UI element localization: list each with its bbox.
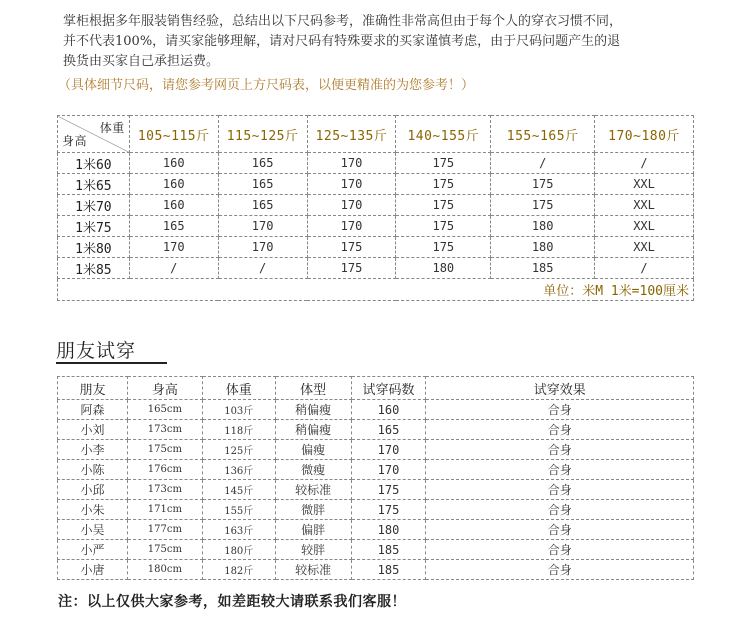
friend-weight: 118斤: [202, 420, 275, 440]
friend-height: 177cm: [127, 520, 202, 540]
friend-body-type: 偏瘦: [275, 440, 351, 460]
size-cell: /: [595, 153, 694, 174]
weight-column-header: 115~125斤: [218, 116, 307, 153]
weight-column-header: 155~165斤: [491, 116, 595, 153]
friend-height: 165cm: [127, 400, 202, 420]
height-axis-label: 身高: [62, 134, 88, 148]
friend-weight: 125斤: [202, 440, 275, 460]
size-cell: /: [218, 258, 307, 279]
size-cell: 180: [396, 258, 491, 279]
trial-fit-result: 合身: [426, 500, 694, 520]
friend-name: 小陈: [58, 460, 128, 480]
intro-line-3: 换货由买家自己承担运费。: [63, 54, 220, 69]
trial-row: [58, 480, 694, 500]
trial-column-header: 试穿码数: [351, 377, 426, 400]
trial-size: 185: [351, 540, 426, 560]
size-cell: 175: [396, 153, 491, 174]
size-cell: 170: [307, 153, 396, 174]
size-cell: /: [491, 153, 595, 174]
size-chart-row: [58, 153, 694, 174]
size-chart-row: [58, 237, 694, 258]
size-chart-unit-row: [58, 279, 694, 301]
trial-size: 175: [351, 500, 426, 520]
trial-row: [58, 460, 694, 480]
friend-height: 173cm: [127, 480, 202, 500]
size-chart-row: [58, 216, 694, 237]
section-title-underline: [56, 362, 167, 364]
trial-row: [58, 540, 694, 560]
size-cell: XXL: [595, 216, 694, 237]
trial-fit-result: 合身: [426, 560, 694, 580]
size-cell: 170: [218, 237, 307, 258]
trial-size: 180: [351, 520, 426, 540]
trial-fit-result: 合身: [426, 420, 694, 440]
size-cell: 165: [218, 174, 307, 195]
section-title: 朋友试穿: [56, 340, 137, 362]
friend-weight: 155斤: [202, 500, 275, 520]
size-chart-header-row: [58, 116, 694, 153]
size-cell: 170: [307, 195, 396, 216]
size-cell: 175: [491, 195, 595, 216]
trial-fit-result: 合身: [426, 440, 694, 460]
friend-height: 180cm: [127, 560, 202, 580]
trial-row: [58, 440, 694, 460]
trial-row: [58, 560, 694, 580]
friend-name: 阿森: [58, 400, 128, 420]
height-row-label: 1米65: [58, 174, 130, 195]
friend-body-type: 较标准: [275, 480, 351, 500]
intro-text: [63, 12, 703, 72]
size-cell: 170: [307, 174, 396, 195]
trial-size: 185: [351, 560, 426, 580]
trial-fit-result: 合身: [426, 540, 694, 560]
size-chart-row: [58, 258, 694, 279]
size-cell: XXL: [595, 174, 694, 195]
size-cell: 170: [129, 237, 218, 258]
unit-note: 单位：米M 1米=100厘米: [58, 279, 694, 301]
friend-weight: 163斤: [202, 520, 275, 540]
friend-body-type: 偏胖: [275, 520, 351, 540]
trial-size: 160: [351, 400, 426, 420]
friend-weight: 182斤: [202, 560, 275, 580]
friend-weight: 136斤: [202, 460, 275, 480]
size-cell: 175: [307, 258, 396, 279]
size-cell: 175: [396, 216, 491, 237]
height-row-label: 1米60: [58, 153, 130, 174]
size-cell: XXL: [595, 237, 694, 258]
size-cell: 165: [129, 216, 218, 237]
trial-size: 170: [351, 440, 426, 460]
weight-column-header: 125~135斤: [307, 116, 396, 153]
size-cell: 170: [218, 216, 307, 237]
friend-height: 173cm: [127, 420, 202, 440]
friend-weight: 103斤: [202, 400, 275, 420]
footer-note: 注：以上仅供大家参考，如差距较大请联系我们客服！: [58, 594, 406, 610]
friend-height: 176cm: [127, 460, 202, 480]
friend-body-type: 微胖: [275, 500, 351, 520]
friend-name: 小刘: [58, 420, 128, 440]
trial-column-header: 试穿效果: [426, 377, 694, 400]
size-cell: 175: [396, 237, 491, 258]
size-cell: 175: [396, 174, 491, 195]
size-cell: 160: [129, 153, 218, 174]
trial-fit-result: 合身: [426, 480, 694, 500]
size-cell: 180: [491, 237, 595, 258]
trial-size: 165: [351, 420, 426, 440]
trial-column-header: 体重: [202, 377, 275, 400]
friend-name: 小吴: [58, 520, 128, 540]
trial-fit-table: [57, 376, 694, 580]
height-row-label: 1米80: [58, 237, 130, 258]
friend-body-type: 较标准: [275, 560, 351, 580]
size-cell: 165: [218, 195, 307, 216]
intro-line-1: 掌柜根据多年服装销售经验，总结出以下尺码参考，准确性非常高但由于每个人的穿衣习惯不同，: [63, 14, 623, 29]
friend-name: 小唐: [58, 560, 128, 580]
trial-fit-result: 合身: [426, 460, 694, 480]
friend-name: 小严: [58, 540, 128, 560]
friend-height: 175cm: [127, 440, 202, 460]
size-cell: XXL: [595, 195, 694, 216]
size-cell: 160: [129, 195, 218, 216]
size-chart-row: [58, 195, 694, 216]
size-reference-note: （具体细节尺码，请您参考网页上方尺码表，以便更精准的为您参考！）: [58, 78, 475, 93]
trial-row: [58, 420, 694, 440]
weight-column-header: 105~115斤: [129, 116, 218, 153]
height-row-label: 1米75: [58, 216, 130, 237]
trial-header-row: [58, 377, 694, 400]
size-cell: /: [595, 258, 694, 279]
trial-row: [58, 520, 694, 540]
size-cell: 175: [396, 195, 491, 216]
trial-row: [58, 500, 694, 520]
trial-size: 175: [351, 480, 426, 500]
trial-column-header: 体型: [275, 377, 351, 400]
size-chart-row: [58, 174, 694, 195]
height-row-label: 1米85: [58, 258, 130, 279]
friend-name: 小李: [58, 440, 128, 460]
friend-weight: 145斤: [202, 480, 275, 500]
size-cell: 180: [491, 216, 595, 237]
friend-height: 171cm: [127, 500, 202, 520]
intro-line-2: 并不代表100%，请买家能够理解，请对尺码有特殊要求的买家谨慎考虑，由于尺码问题产生的退: [63, 34, 621, 49]
trial-row: [58, 400, 694, 420]
height-row-label: 1米70: [58, 195, 130, 216]
size-cell: 160: [129, 174, 218, 195]
friend-name: 小邱: [58, 480, 128, 500]
size-cell: /: [129, 258, 218, 279]
friend-body-type: 较胖: [275, 540, 351, 560]
size-cell: 185: [491, 258, 595, 279]
size-cell: 165: [218, 153, 307, 174]
trial-column-header: 朋友: [58, 377, 128, 400]
friend-weight: 180斤: [202, 540, 275, 560]
trial-fit-result: 合身: [426, 520, 694, 540]
friend-body-type: 稍偏瘦: [275, 420, 351, 440]
friend-height: 175cm: [127, 540, 202, 560]
weight-axis-label: 体重: [99, 121, 125, 135]
trial-column-header: 身高: [127, 377, 202, 400]
friend-body-type: 微瘦: [275, 460, 351, 480]
size-cell: 175: [491, 174, 595, 195]
size-chart-corner-cell: [58, 116, 130, 153]
size-cell: 175: [307, 237, 396, 258]
weight-column-header: 140~155斤: [396, 116, 491, 153]
weight-column-header: 170~180斤: [595, 116, 694, 153]
size-chart-table: [57, 115, 694, 301]
friend-body-type: 稍偏瘦: [275, 400, 351, 420]
trial-fit-result: 合身: [426, 400, 694, 420]
friend-name: 小朱: [58, 500, 128, 520]
size-cell: 170: [307, 216, 396, 237]
trial-size: 170: [351, 460, 426, 480]
